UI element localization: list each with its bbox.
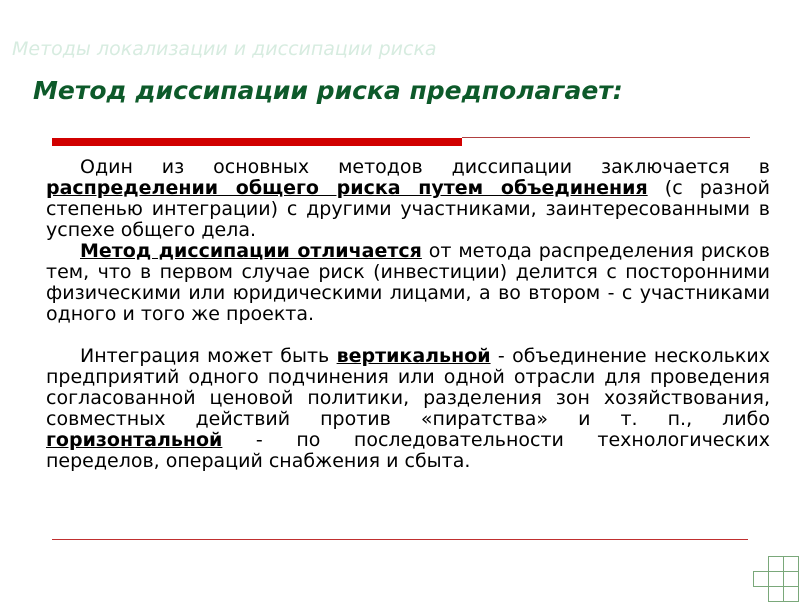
paragraph-1-emphasis: распределении общего риска путем объединения	[46, 177, 648, 199]
paragraph-3-text-1: Интеграция может быть	[80, 345, 337, 367]
paragraph-2-emphasis: Метод диссипации отличается	[80, 240, 422, 262]
paragraph-3	[46, 346, 770, 472]
paragraph-2	[46, 241, 770, 325]
corner-square-decoration	[768, 556, 784, 572]
slide-title: Метод диссипации риска предполагает:	[33, 76, 623, 105]
corner-square-decoration	[768, 571, 784, 587]
title-underline-thin	[462, 137, 750, 138]
title-underline-thick	[52, 138, 462, 146]
paragraph-2-text-1: от метода распределения рисков тем, что в первом случае риск (инвестиции) делится с посторонними физическими или юридическими лицами, а во втором - с участниками одного и того же проекта.	[46, 240, 770, 325]
bottom-divider	[52, 539, 748, 540]
paragraph-1	[46, 157, 770, 241]
paragraph-3-text-3: - по последовательности технологических переделов, операций снабжения и сбыта.	[46, 429, 770, 472]
paragraph-1-text-1: Один из основных методов диссипации заключается в	[80, 156, 770, 178]
slide-body	[46, 157, 770, 472]
paragraph-3-text-2: - объединение нескольких предприятий одного подчинения или одной отрасли для проведения согласованной ценовой политики, разделения зон хозяйствования, совместных действий против «пиратства» и т. п., либо	[46, 345, 770, 430]
corner-square-decoration	[783, 571, 799, 587]
paragraph-3-emphasis-vertical: вертикальной	[336, 345, 491, 367]
paragraph-3-emphasis-horizontal: горизонтальной	[46, 429, 223, 451]
paragraph-1-text-2: (с разной степенью интеграции) с другими участниками, заинтересованными в успехе общего дела.	[46, 177, 770, 241]
slide-faint-title: Методы локализации и диссипации риска	[12, 38, 437, 60]
corner-square-decoration	[783, 556, 799, 572]
corner-square-decoration	[753, 571, 769, 587]
